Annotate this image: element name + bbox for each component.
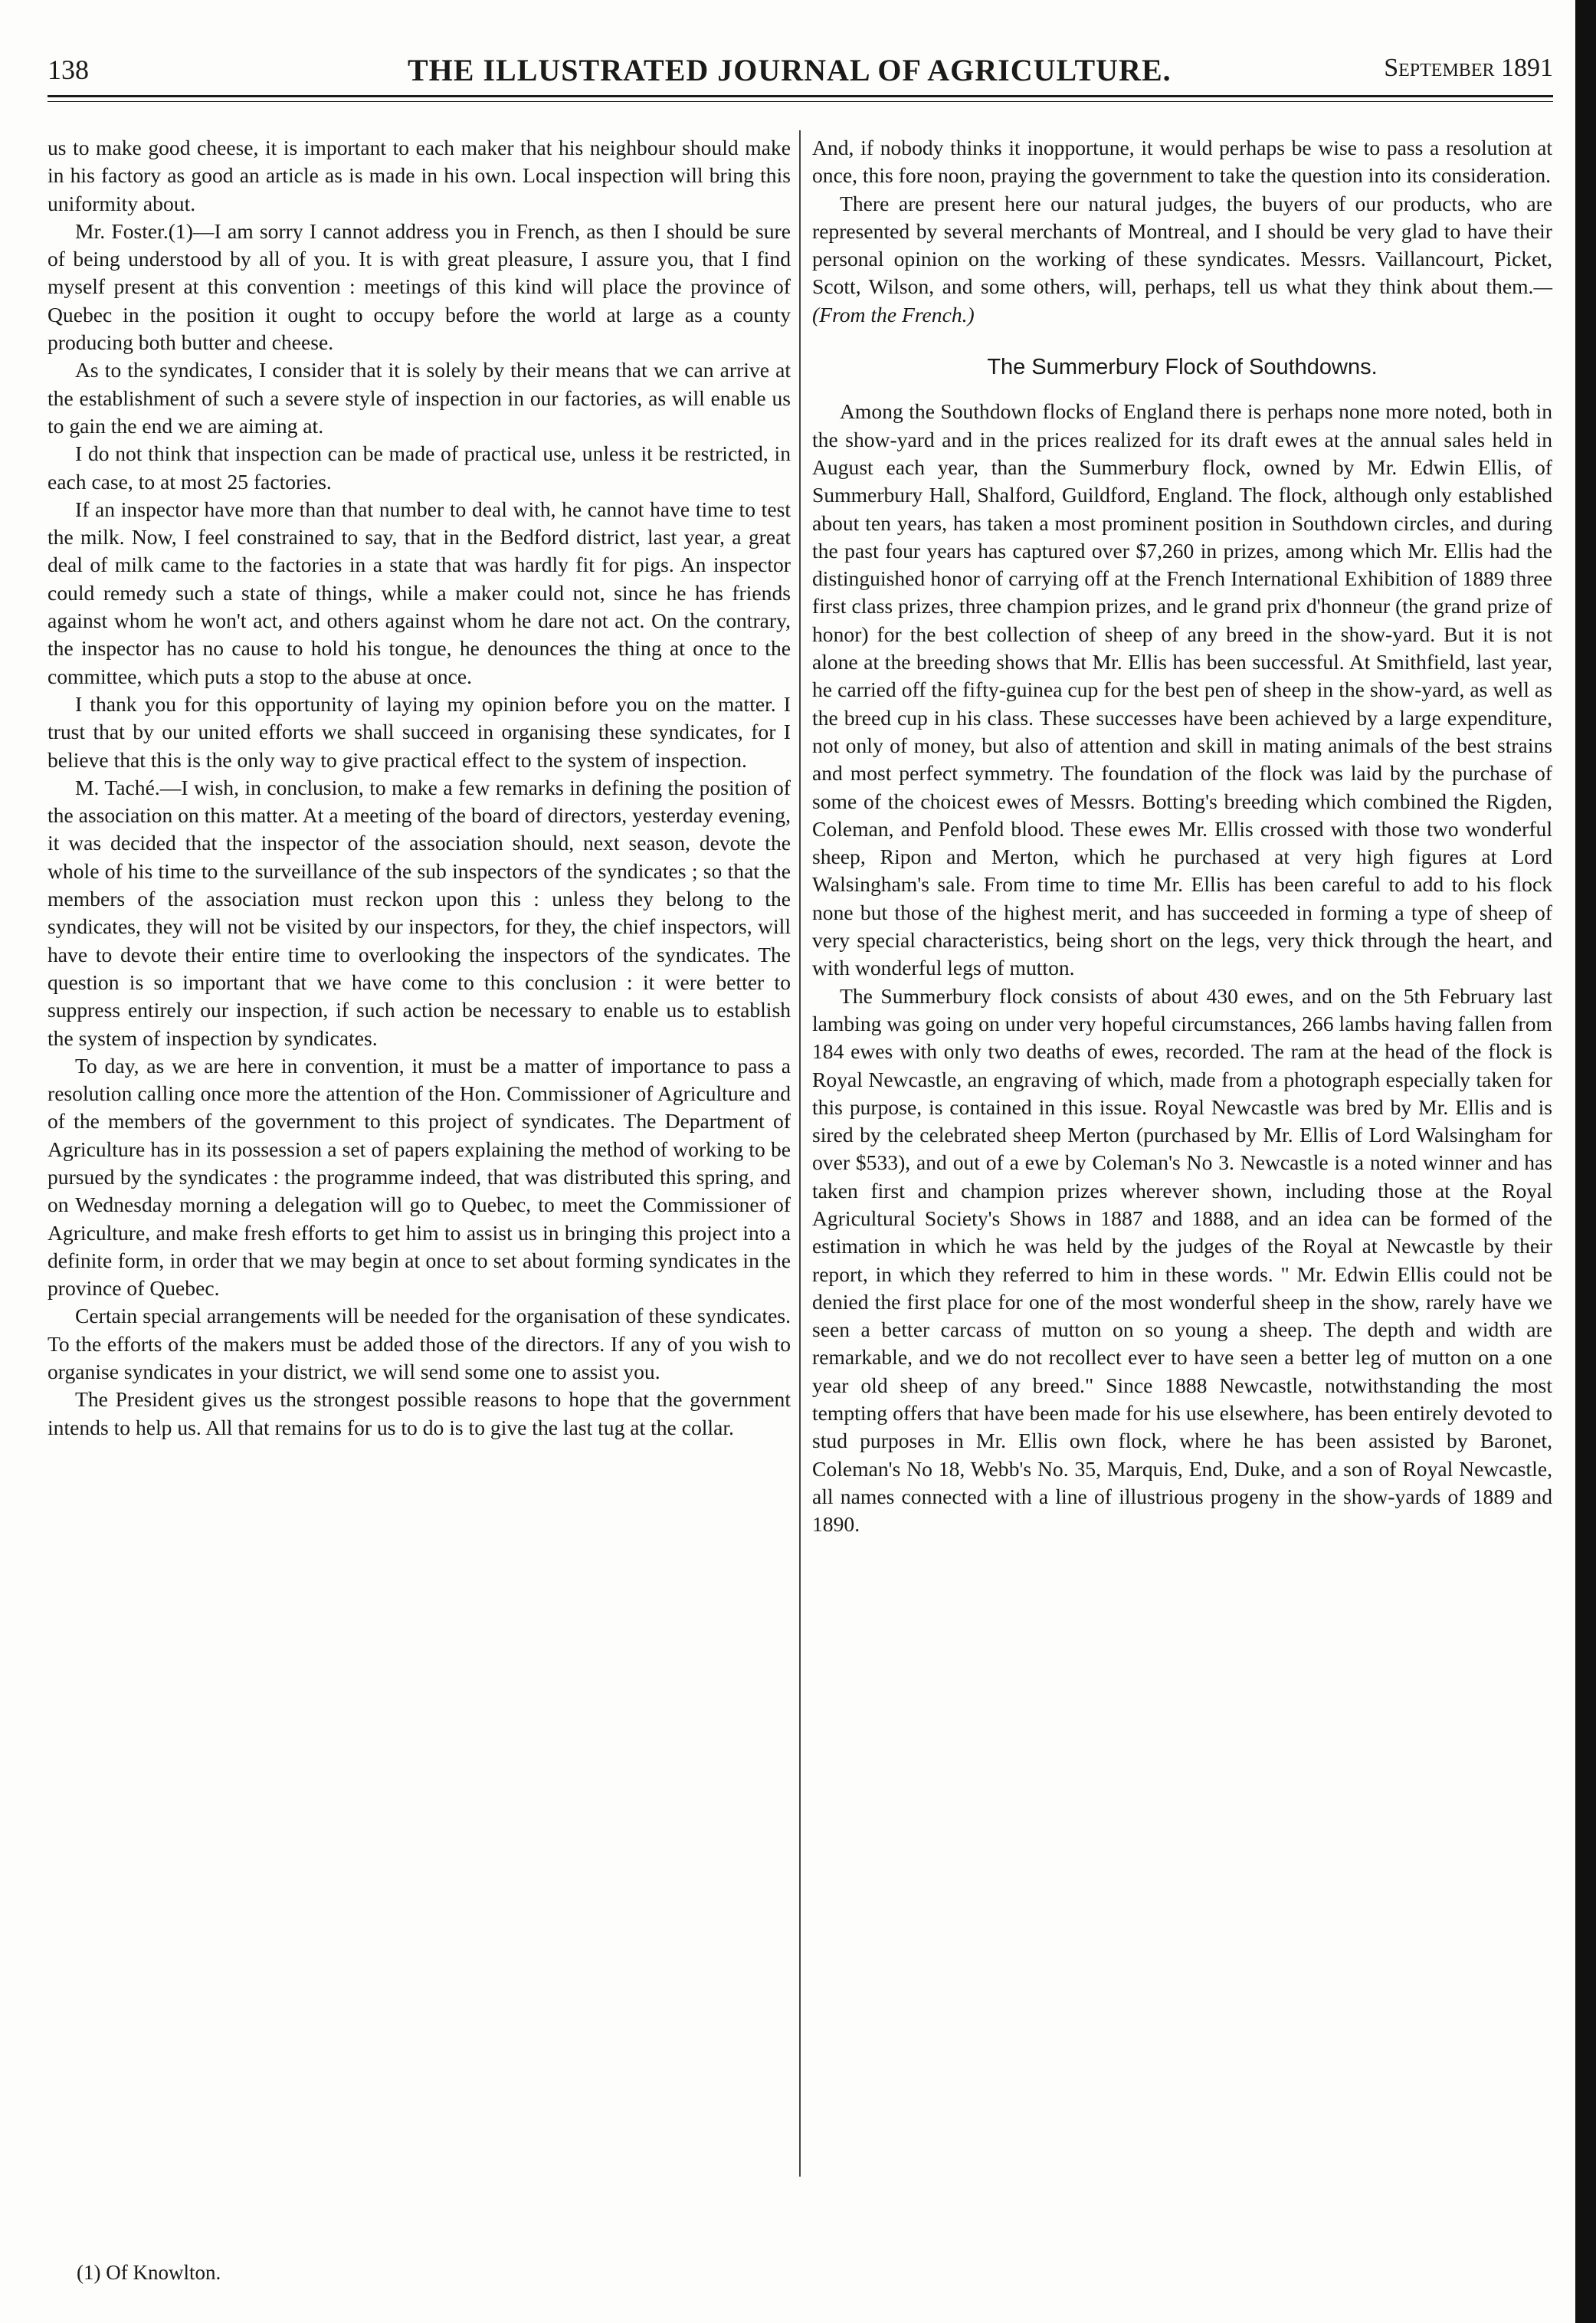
paragraph: To day, as we are here in convention, it must be a matter of importance to pass a resolution calling once more the attention of the Hon. Commissioner of Agriculture and of the members of the government to this project of syndicates. The Department of Agriculture has in its possession a set of papers explaining the method of working to be pursued by the syndicates : the programme indeed, that was distributed this spring, and on Wednesday morning a delegation will go to Quebec, to meet the Commissioner of Agriculture, and make fresh efforts to get him to assist us in bringing this project into a definite form, in order that we may begin at once to set about forming syndicates in the province of Quebec. — [48, 1053, 791, 1301]
paragraph: Among the Southdown flocks of England there is perhaps none more noted, both in the show-yard and in the prices realized for its draft ewes at the annual sales held in August each year, than the Summerbury flock, owned by Mr. Edwin Ellis, of Summerbury Hall, Shalford, Guildford, England. The flock, although only established about ten years, has taken a most prominent position in Southdown circles, and during the past four years has captured over $7,260 in prizes, among which Mr. Ellis had the distinguished honor of carrying off at the French International Exhibition of 1889 three first class prizes, three champion prizes, and le grand prix d'honneur (the grand prize of honor) for the best collection of sheep of any breed in the show-yard. But it is not alone at the breeding shows that Mr. Ellis has been successful. At Smithfield, last year, he carried off the fifty-guinea cup for the best pen of sheep in the show-yard, as well as the breed cup in his class. These successes have been achieved by a large expenditure, not only of money, but also of attention and skill in mating animals of the best strains and most perfect symmetry. The foundation of the flock was laid by the purchase of some of the choicest ewes of Messrs. Botting's breeding which combined the Rigden, Coleman, and Penfold blood. These ewes Mr. Ellis crossed with those two wonderful sheep, Ripon and Merton, which he purchased at very high figures at Lord Walsingham's sale. From time to time Mr. Ellis has been careful to add to his flock none but those of the highest merit, and has succeeded in forming a type of sheep of very special characteristics, being short on the legs, very thick through the heart, and with wonderful legs of mutton. — [812, 399, 1552, 980]
footnote: (1) Of Knowlton. — [77, 2261, 221, 2284]
scan-edge — [1575, 0, 1596, 2323]
right-column — [812, 134, 1552, 1539]
paragraph: And, if nobody thinks it inopportune, it would perhaps be wise to pass a resolution at once, this fore noon, praying the government to take the question into its consideration. — [812, 136, 1552, 188]
paragraph-text: There are present here our natural judges, the buyers of our products, who are represented by several merchants of Montreal, and I should be very glad to have their personal opinion on the working of these syndicates. Messrs. Vaillancourt, Picket, Scott, Wilson, and some others, will, perhaps, tell us what they think about them. — [812, 191, 1552, 299]
paragraph: M. Taché.—I wish, in conclusion, to make a few remarks in defining the position of the association on this matter. At a meeting of the board of directors, yesterday evening, it was decided that the inspector of the association should, next season, devote the whole of his time to the surveillance of the sub inspectors of the syndicates ; so that the members of the association must reckon upon this : unless they belong to the syndicates, they will not be visited by our inspectors, for they, the chief inspectors, will have to devote their entire time to overlooking the inspectors of the syndicates. The question is so important that we have come to this conclusion : it were better to suppress entirely our inspection, if such action be necessary to enable us to establish the system of inspection by syndicates. — [48, 775, 791, 1050]
paragraph: The President gives us the strongest possible reasons to hope that the government intends to help us. All that remains for us to do is to give the last tug at the collar. — [48, 1387, 791, 1439]
column-divider — [799, 130, 801, 2177]
page-number: 138 — [48, 54, 89, 85]
header-rule — [48, 95, 1553, 97]
paragraph-with-source — [812, 190, 1552, 329]
issue-date: September 1891 — [1384, 54, 1553, 82]
paragraph: I do not think that inspection can be made of practical use, unless it be restricted, in each case, to at most 25 factories. — [48, 441, 791, 494]
page-header — [48, 48, 1553, 90]
header-rule-thin — [48, 101, 1553, 102]
paragraph: us to make good cheese, it is important to each maker that his neighbour should make in his factory as good an article as is made in his own. Local inspection will bring this uniformity about. — [48, 136, 791, 215]
left-column — [48, 134, 791, 1442]
source-note: —(From the French.) — [812, 274, 1552, 326]
paragraph: The Summerbury flock consists of about 430 ewes, and on the 5th February last lambing was going on under very hopeful circumstances, 266 lambs having fallen from 184 ewes with only two deaths of ewes, recorded. The ram at the head of the flock is Royal Newcastle, an engraving of which, made from a photograph especially taken for this purpose, is contained in this issue. Royal Newcastle was bred by Mr. Ellis and is sired by the celebrated sheep Merton (purchased by Mr. Ellis of Lord Walsingham for over $533), and out of a ewe by Coleman's No 3. Newcastle is a noted winner and has taken first and champion prizes wherever shown, including those at the Royal Agricultural Society's Shows in 1887 and 1888, and an idea can be formed of the estimation in which he was held by the judges of the Royal at Newcastle by their report, in which they referred to him in these words. " Mr. Edwin Ellis could not be denied the first place for one of the most wonderful sheep in the show, rarely have we seen a better carcass of mutton on so young a sheep. The depth and width are remarkable, and we do not recollect ever to have seen a better leg of mutton on a one year old sheep of any breed." Since 1888 Newcastle, notwithstanding the most tempting offers that have been made for his use elsewhere, has been entirely devoted to stud purposes in Mr. Ellis own flock, where he has been assisted by Baronet, Coleman's No 18, Webb's No. 35, Marquis, End, Duke, and a son of Royal Newcastle, all names connected with a line of illustrious progeny in the show-yards of 1889 and 1890. — [812, 983, 1552, 1537]
journal-title: THE ILLUSTRATED JOURNAL OF AGRICULTURE. — [408, 53, 1172, 87]
paragraph: As to the syndicates, I consider that it is solely by their means that we can arrive at the establishment of such a severe style of inspection in our factories, as will enable us to gain the end we are aiming at. — [48, 358, 791, 438]
paragraph: If an inspector have more than that number to deal with, he cannot have time to test the milk. Now, I feel constrained to say, that in the Bedford district, last year, a great deal of milk came to the factories in a state that was hardly fit for pigs. An inspector could remedy such a state of things, while a maker could not, since he has friends against whom he won't act, and others against whom he dare not act. On the contrary, the inspector has no cause to hold his tongue, he denounces the thing at once to the committee, which puts a stop to the abuse at once. — [48, 497, 791, 688]
paragraph: Certain special arrangements will be needed for the organisation of these syndicates. To the efforts of the makers must be added those of the directors. If any of you wish to organise syndicates in your district, we will send some one to assist you. — [48, 1304, 791, 1384]
paragraph: Mr. Foster.(1)—I am sorry I cannot address you in French, as then I should be sure of being understood by all of you. It is with great pleasure, I assure you, that I find myself present at this convention : meetings of this kind will place the province of Quebec in the position it ought to occupy before the world at large as a county producing both butter and cheese. — [48, 218, 791, 355]
paragraph: I thank you for this opportunity of laying my opinion before you on the matter. I trust that by our united efforts we shall succeed in organising these syndicates, for I believe that this is the only way to give practical effect to the system of inspection. — [48, 691, 791, 772]
article-heading: The Summerbury Flock of Southdowns. — [987, 355, 1378, 380]
